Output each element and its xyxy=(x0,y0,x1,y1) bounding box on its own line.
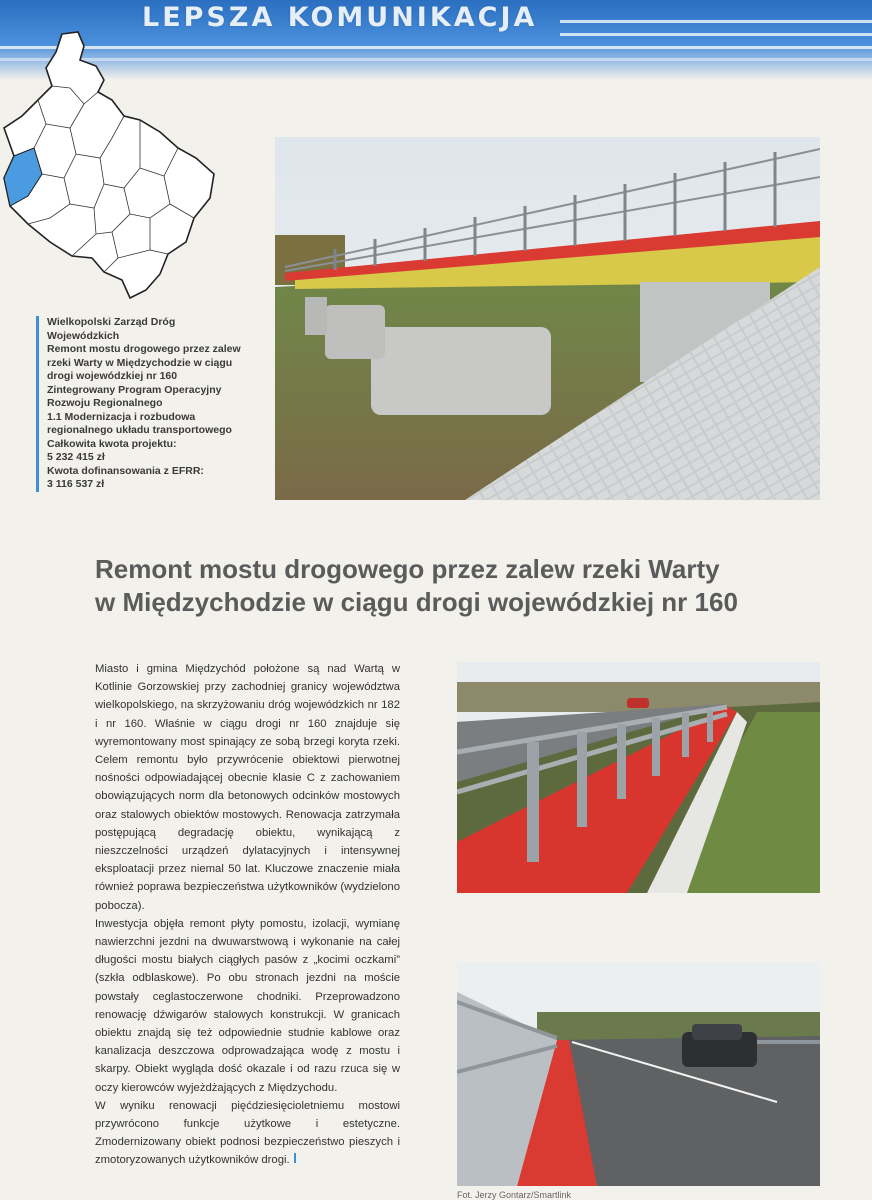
project-info-line: 1.1 Modernizacja i rozbudowa xyxy=(47,410,196,423)
project-info-line: Kwota dofinansowania z EFRR: xyxy=(47,464,204,477)
article-title-line: w Międzychodzie w ciągu drogi wojewódzkiej nr 160 xyxy=(95,587,738,617)
bridge-photo-side xyxy=(275,137,820,500)
project-info-line: Zintegrowany Program Operacyjny xyxy=(47,383,222,396)
article-title-line: Remont mostu drogowego przez zalew rzeki Warty xyxy=(95,554,720,584)
region-map xyxy=(0,28,220,303)
article-paragraph xyxy=(95,1097,400,1170)
article-body xyxy=(95,660,400,1170)
bridge-photo-railing xyxy=(457,662,820,893)
project-info-line: Wojewódzkich xyxy=(47,329,120,342)
project-info-line: Wielkopolski Zarząd Dróg xyxy=(47,316,176,328)
header-stripe xyxy=(560,20,872,23)
project-info-line: rzeki Warty w Międzychodzie w ciągu xyxy=(47,356,233,369)
article-title xyxy=(95,553,855,619)
project-info-line: regionalnego układu transportowego xyxy=(47,424,232,436)
bridge-photo-roadway xyxy=(457,962,820,1186)
project-info-line: 3 116 537 zł xyxy=(47,478,105,490)
project-info-line: Remont mostu drogowego przez zalew xyxy=(47,343,241,355)
end-of-article-marker xyxy=(294,1153,296,1163)
header-stripe xyxy=(560,33,872,36)
photo-credit: Fot. Jerzy Gontarz/Smartlink xyxy=(457,1190,572,1200)
article-paragraph: Inwestycja objęła remont płyty pomostu, izolacji, wymianę nawierzchni jezdni na dwuwarstwową i wykonanie na całej długości mostu białych ciągłych pasów z „kocimi oczkami” (szkła odblaskowe). Po obu stronach jezdni na moście powstały ceglastoczerwone chodniki. Przeprowadzono renowację dźwigarów stalowych konstrukcji. W granicach obiektu znajdą się też odpowiednie studnie kablowe oraz kanalizacja deszczowa odprowadzająca wodę z mostu i skarpy. Obiekt wygląda dość okazale i od razu rzuca się w oczy kierowców wyjeżdżających z Międzychodu. xyxy=(95,917,400,1094)
header-title: LEPSZA KOMUNIKACJA xyxy=(142,2,538,33)
article-paragraph-text: W wyniku renowacji pięćdziesięcioletniemu mostowi przywrócono funkcje użytkowe i estetyczne. Zmodernizowany obiekt podnosi bezpieczeństwo pieszych i zmotoryzowanych użytkowników drogi. xyxy=(95,1099,400,1167)
project-info-line: 5 232 415 zł xyxy=(47,451,105,463)
article-paragraph: Miasto i gmina Międzychód położone są nad Wartą w Kotlinie Gorzowskiej przy zachodniej granicy województwa wielkopolskiego, na skrzyżowaniu dróg wojewódzkich nr 182 i nr 160. Właśnie w ciągu drogi nr 160 znajduje się wyremontowany most spinający ze sobą brzegi koryta rzeki. Celem remontu było przywrócenie obiektowi pierwotnej nośności odpowiadającej obecnie klasie C z zachowaniem obowiązujących norm dla betonowych odcinków mostowych oraz stalowych obiektów mostowych. Renowacja zatrzymała postępującą degradację obiektu, wynikającą z nieszczelności urządzeń dylatacyjnych i intensywnej eksploatacji przez niemal 50 lat. Kluczowe znaczenie miała również poprawa bezpieczeństwa użytkowników (wydzielono pobocza). xyxy=(95,663,400,912)
project-info xyxy=(36,316,277,492)
project-info-line: drogi wojewódzkiej nr 160 xyxy=(47,370,178,382)
project-info-line: Całkowita kwota projektu: xyxy=(47,437,177,450)
project-info-line: Rozwoju Regionalnego xyxy=(47,397,163,409)
